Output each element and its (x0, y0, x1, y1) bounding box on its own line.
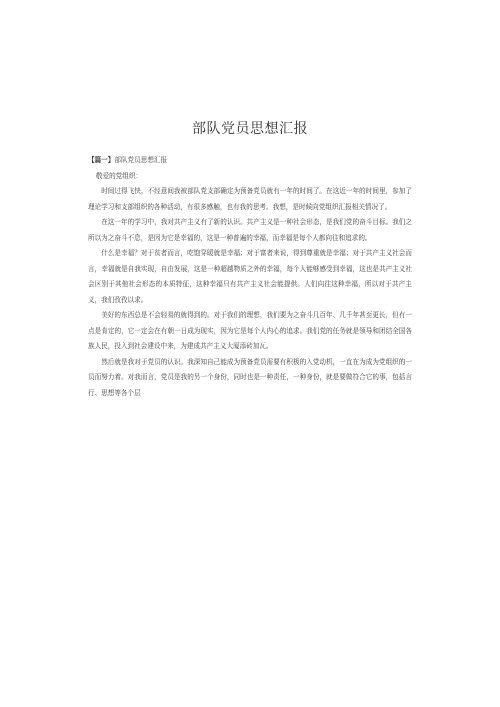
document-title: 部队党员思想汇报 (192, 121, 308, 137)
section-heading-text: 部队党员思想汇报 (114, 156, 168, 164)
section-heading (88, 153, 412, 169)
paragraph-5: 然后就是我对于党员的认识。我深知自己能成为预备党员需要有积极的入党动机，一直在为成为党组织的一员而努力着。对我而言，党员是我的另一个身份，同时也是一种责任，一种身份，就是要做符合它的事，包括言行、思想等各个层 (88, 357, 412, 397)
paragraph-1: 时间过得飞快，不经意间我被部队党支部确定为预备党员就有一年的时间了。在这近一年的时间里，参加了理论学习和支部组织的各种活动，有很多感触，也有我的思考。我想，是时候向党组织汇报相关情况了。 (88, 187, 412, 211)
paragraph-4: 美好的东西总是不会轻易的就得到的。对于我们的理想，我们要为之奋斗几百年、几千年甚至更长，但有一点是肯定的，它一定会在有朝一日成为现实，因为它是每个人内心的追求。我们党的任务就是领导和团结全国各族人民，投入到社会建设中来，为建成共产主义大厦添砖加瓦。 (88, 311, 412, 350)
paragraph-2: 在这一年的学习中，我对共产主义有了新的认识。共产主义是一种社会形态，是我们党的奋斗目标。我们之所以为之奋斗不息，是因为它是幸福的，这是一种普遍的幸福，而幸福是每个人都向往和追求的。 (88, 218, 412, 242)
section-heading-label: 【篇一】 (88, 156, 115, 164)
document-body (88, 153, 412, 401)
greeting: 敬爱的党组织： (95, 171, 143, 180)
paragraph-3: 什么是幸福？对于贫者而言，吃饱穿暖就是幸福；对于富者来说，得到尊重就是幸福；对于共产主义社会而言，幸福就是自我实现，自由发展，这是一种超越物质之外的幸福，每个人能够感受到幸福，这也是共产主义社会区别于其他社会形态的本质特征，这种幸福只有共产主义社会能提供。人们向往这种幸福，所以对于共产主义，我们孜孜以求。 (88, 249, 412, 304)
